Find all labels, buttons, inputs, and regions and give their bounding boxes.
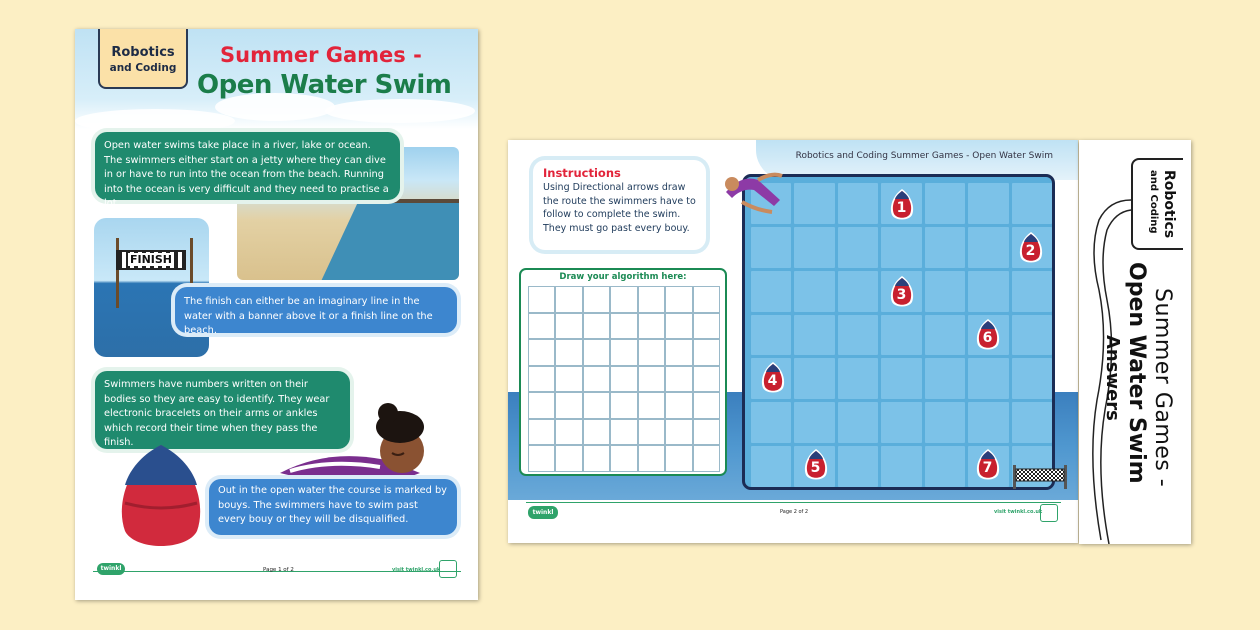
algorithm-cell[interactable]: [610, 339, 637, 366]
pool-cell: [968, 358, 1008, 399]
pool-cell: [838, 315, 878, 356]
site-link[interactable]: visit twinkl.co.uk: [392, 567, 441, 573]
worksheet-page-2: [508, 140, 1078, 543]
pool-cell: [794, 271, 834, 312]
algorithm-cell[interactable]: [693, 392, 720, 419]
algorithm-box: [519, 268, 727, 476]
info-box-bouys: Out in the open water the course is marked by bouys. The swimmers have to swim past every bouy or they will be disqualified.: [209, 479, 457, 535]
pool-cell: [925, 446, 965, 487]
pool-cell: [838, 446, 878, 487]
answers-title-line3: Answers: [1102, 335, 1123, 421]
algorithm-cell[interactable]: [583, 313, 610, 340]
algorithm-cell[interactable]: [555, 419, 582, 446]
buoy-marker: [888, 275, 916, 309]
buoy-marker: [974, 448, 1002, 482]
pool-cell: [881, 315, 921, 356]
pool-cell: [968, 183, 1008, 224]
badge-icon: [1040, 504, 1058, 522]
twinkl-logo: twinkl: [97, 563, 125, 575]
pool-cell: [794, 227, 834, 268]
algorithm-cell[interactable]: [555, 286, 582, 313]
algorithm-cell[interactable]: [583, 286, 610, 313]
algorithm-cell[interactable]: [693, 445, 720, 472]
algorithm-cell[interactable]: [665, 419, 692, 446]
algorithm-cell[interactable]: [638, 419, 665, 446]
pool-cell: [881, 227, 921, 268]
buoy-marker: [1017, 231, 1045, 265]
answers-subject-label: Robotics: [1161, 170, 1177, 239]
algorithm-cell[interactable]: [528, 366, 555, 393]
algorithm-title: Draw your algorithm here:: [559, 272, 687, 282]
diver-illustration: [722, 162, 786, 218]
answers-subject-sublabel: and Coding: [1148, 170, 1159, 234]
pool-cell: [925, 402, 965, 443]
algorithm-cell[interactable]: [583, 339, 610, 366]
pool-cell: [1012, 358, 1052, 399]
answers-title-line1: Summer Games -: [1150, 288, 1175, 488]
info-box-finish: The finish can either be an imaginary line in the water with a banner above it or a finish line on the beach.: [175, 287, 457, 333]
algorithm-cell[interactable]: [665, 286, 692, 313]
swimmer-illustration: [270, 403, 440, 489]
algorithm-cell[interactable]: [665, 339, 692, 366]
algorithm-cell[interactable]: [665, 313, 692, 340]
algorithm-cell[interactable]: [638, 392, 665, 419]
site-link[interactable]: visit twinkl.co.uk: [994, 509, 1043, 515]
page-number: Page 2 of 2: [780, 509, 809, 515]
algorithm-cell[interactable]: [528, 445, 555, 472]
pool-cell: [838, 271, 878, 312]
buoy-illustration: [115, 443, 207, 555]
buoy-number: 1: [896, 199, 907, 216]
algorithm-cell[interactable]: [528, 339, 555, 366]
algorithm-cell[interactable]: [555, 339, 582, 366]
algorithm-grid[interactable]: [528, 286, 720, 472]
pool-cell: [838, 402, 878, 443]
pool-cell: [751, 315, 791, 356]
buoy-marker: [802, 448, 830, 482]
badge-icon: [439, 560, 457, 578]
pool-cell: [881, 446, 921, 487]
page-number: Page 1 of 2: [263, 567, 294, 573]
answers-cover: [1079, 140, 1191, 544]
buoy-number: 4: [767, 373, 778, 390]
algorithm-cell[interactable]: [583, 366, 610, 393]
instructions-text: Using Directional arrows draw the route the swimmers have to follow to complete the swim. They must go past every bouy.: [543, 182, 696, 234]
finish-banner: FINISH: [116, 250, 186, 270]
twinkl-logo: twinkl: [528, 506, 558, 519]
pool-cell: [838, 183, 878, 224]
algorithm-cell[interactable]: [610, 366, 637, 393]
instructions-title: Instructions: [543, 166, 621, 180]
buoy-marker: [974, 318, 1002, 352]
algorithm-cell[interactable]: [638, 445, 665, 472]
buoy-number: 7: [982, 460, 993, 477]
algorithm-cell[interactable]: [528, 313, 555, 340]
pool-cell: [925, 315, 965, 356]
pool-cell: [1012, 271, 1052, 312]
pool-cell: [794, 315, 834, 356]
algorithm-cell[interactable]: [610, 392, 637, 419]
algorithm-cell[interactable]: [665, 392, 692, 419]
algorithm-cell[interactable]: [638, 313, 665, 340]
subject-label: Robotics: [111, 45, 175, 60]
algorithm-cell[interactable]: [693, 313, 720, 340]
pool-cell: [968, 271, 1008, 312]
pool-cell: [968, 227, 1008, 268]
pool-cell: [925, 358, 965, 399]
info-box-swims: Open water swims take place in a river, lake or ocean. The swimmers either start on a jetty where they can dive in or have to run into the ocean from the beach. Running into the ocean is very difficult and they need to practise a lot.: [95, 132, 400, 200]
pool-cell: [881, 358, 921, 399]
instructions-box: [533, 160, 706, 250]
algorithm-cell[interactable]: [693, 286, 720, 313]
algorithm-cell[interactable]: [583, 419, 610, 446]
algorithm-cell[interactable]: [693, 419, 720, 446]
pool-cell: [838, 358, 878, 399]
worksheet-page-1: [75, 29, 478, 600]
subject-tab: [98, 29, 188, 89]
pool-cell: [925, 183, 965, 224]
algorithm-cell[interactable]: [555, 445, 582, 472]
algorithm-cell[interactable]: [610, 445, 637, 472]
footer-line: [526, 502, 1061, 503]
buoy-marker: [888, 188, 916, 222]
algorithm-cell[interactable]: [555, 366, 582, 393]
pool-cell: [751, 271, 791, 312]
answers-title-line2: Open Water Swim: [1124, 262, 1149, 484]
algorithm-cell[interactable]: [638, 339, 665, 366]
pool-cell: [751, 446, 791, 487]
algorithm-cell[interactable]: [610, 419, 637, 446]
algorithm-cell[interactable]: [555, 313, 582, 340]
pool-cell: [925, 227, 965, 268]
subject-sublabel: and Coding: [109, 62, 177, 74]
algorithm-cell[interactable]: [583, 445, 610, 472]
algorithm-cell[interactable]: [528, 286, 555, 313]
algorithm-cell[interactable]: [555, 392, 582, 419]
pool-cell: [1012, 315, 1052, 356]
algorithm-cell[interactable]: [610, 313, 637, 340]
pool-cell: [838, 227, 878, 268]
finish-banner-small: [1011, 463, 1069, 489]
page-title-line2: Open Water Swim: [197, 70, 452, 100]
pool-cell: [794, 183, 834, 224]
pool-cell: [794, 402, 834, 443]
pool-cell: [925, 271, 965, 312]
algorithm-cell[interactable]: [583, 392, 610, 419]
buoy-number: 5: [810, 460, 821, 477]
info-box-numbers: Swimmers have numbers written on their bodies so they are easy to identify. They wear electronic bracelets on their arms or ankles which record their time when they pass the finish.: [95, 371, 350, 449]
algorithm-cell[interactable]: [638, 366, 665, 393]
algorithm-cell[interactable]: [665, 366, 692, 393]
buoy-number: 2: [1025, 243, 1036, 260]
swim-grid: [742, 174, 1055, 490]
pool-cell: [1012, 402, 1052, 443]
algorithm-cell[interactable]: [638, 286, 665, 313]
algorithm-cell[interactable]: [693, 366, 720, 393]
page-2-header-title: Robotics and Coding Summer Games - Open Water Swim: [795, 151, 1053, 161]
pool-cell: [751, 227, 791, 268]
buoy-number: 6: [982, 330, 993, 346]
algorithm-cell[interactable]: [610, 286, 637, 313]
pool-cell: [968, 402, 1008, 443]
algorithm-cell[interactable]: [665, 445, 692, 472]
pool-cell: [881, 402, 921, 443]
algorithm-cell[interactable]: [693, 339, 720, 366]
pool-cell: [751, 402, 791, 443]
algorithm-cell[interactable]: [528, 392, 555, 419]
algorithm-cell[interactable]: [528, 419, 555, 446]
page-title-line1: Summer Games -: [220, 43, 422, 67]
pool-cell: [1012, 183, 1052, 224]
buoy-number: 3: [896, 286, 907, 303]
pool-cell: [794, 358, 834, 399]
buoy-marker: [759, 361, 787, 395]
